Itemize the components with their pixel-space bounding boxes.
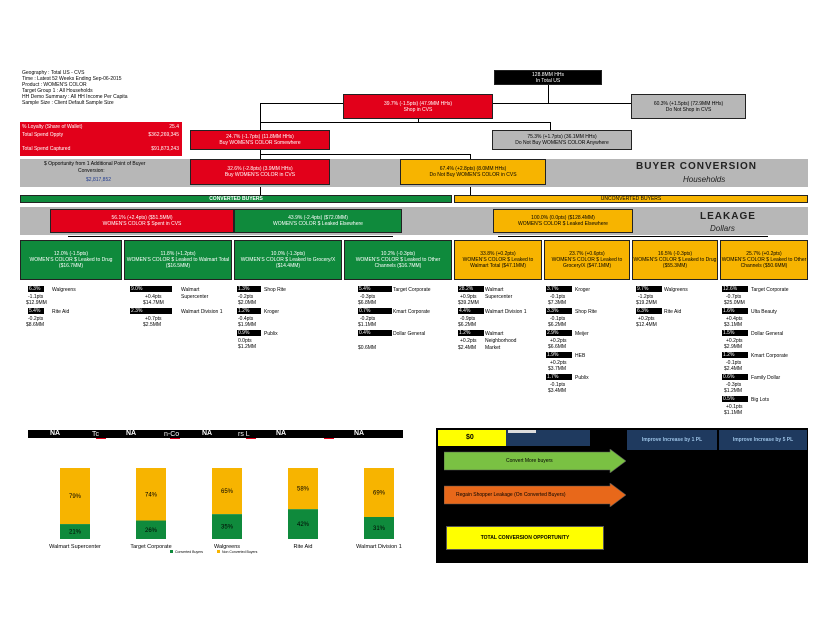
retailer-name: Walmart Division 1 (485, 309, 527, 315)
leakage-sub: Dollars (710, 224, 735, 233)
white-notch (508, 430, 536, 433)
buy-in-cvs-l2: Buy WOMEN'S COLOR in CVS (224, 172, 296, 178)
retailer-name-2: Supercenter (181, 294, 209, 300)
loyalty-value: 25.4 (169, 124, 179, 130)
buyer-conversion-title: BUYER CONVERSION (636, 161, 758, 172)
oppty-value: $362,269,345 (148, 132, 179, 138)
retailer-name: Publix (575, 375, 589, 381)
legend-label: Non Converted Buyers (222, 550, 258, 554)
channel-desc: WOMEN'S COLOR $ Leaked to Drug ($55.3MM) (633, 257, 717, 269)
spent-in-cvs-box (50, 209, 234, 233)
category-label: Target Corporate (130, 544, 172, 550)
chart-header-fragment: n-Co (164, 431, 180, 438)
channel-amount: ($16.7MM) (58, 263, 84, 269)
retailer-pct: 3.3% (546, 308, 572, 314)
not-buy-anywhere-l2: Do Not Buy WOMEN'S COLOR Anywhere (515, 140, 609, 146)
retailer-name: HEB (575, 353, 586, 359)
retailer-name: Kroger (575, 287, 591, 293)
retailer-pct: 1.6% (722, 308, 748, 314)
not-shop-cvs-l1: 60.3% (+1.5pts) (72.9MM HHs) (653, 100, 724, 107)
retailer-name-3: Market (485, 345, 501, 351)
retailer-change: -0.1pts (726, 360, 742, 366)
retailer-change: +0.4pts (726, 316, 743, 322)
connector (550, 122, 551, 130)
retailer-dollars: $25.0MM (724, 300, 745, 306)
channel-pct: 10.2% (-0.3pts) (380, 251, 416, 257)
buy-somewhere-box (190, 130, 330, 150)
opp-value: $2,817,852 (86, 177, 112, 183)
retailer-dollars: $1.1MM (358, 322, 377, 328)
info-geography: Geography : Total US - CVS (22, 70, 85, 76)
retailer-dollars: $3.7MM (548, 366, 567, 372)
retailer-dollars: $8.6MM (26, 322, 45, 328)
retailer-change: -1.1pts (28, 294, 44, 300)
leaked-elsewhere-l1: 43.9% (-2.4pts) ($72.0MM) (288, 215, 348, 221)
retailer-name: Kroger (264, 309, 280, 315)
data-label-converted: 21% (68, 529, 82, 536)
retailer-name: Publix (264, 331, 278, 337)
retailer-change: +0.1pts (726, 404, 743, 410)
retailer-dollars: $6.6MM (548, 344, 567, 350)
info-target-group: Target Group 1 : All Households (22, 88, 93, 94)
buy-somewhere-l2: Buy WOMEN'S COLOR Somewhere (219, 140, 301, 146)
opp-label-1: $ Opportunity from 1 Additional Point of Buyer (44, 161, 146, 167)
improve-1pl-text: Improve Increase by 1 PL (641, 437, 703, 443)
retailer-pct: 9.0% (130, 286, 172, 292)
leakage-title: LEAKAGE (700, 211, 756, 222)
retailer-dollars: $6.2MM (458, 322, 477, 328)
channel-desc: WOMEN'S COLOR $ Leaked to Walmart Total ($47.1MM) (462, 257, 534, 269)
retailer-pct: 12.6% (722, 286, 748, 292)
connector (260, 103, 261, 123)
retailer-name: Dollar General (393, 331, 426, 337)
connector (498, 236, 768, 237)
retailer-pct: 28.2% (458, 286, 484, 292)
stacked-bar-chart (20, 428, 433, 563)
channel-pct: 12.0% (-1.5pts) (53, 251, 89, 257)
not-buy-anywhere-l1: 75.3% (+1.7pts) (36.1MM HHs) (527, 134, 597, 140)
retailer-dollars: $2.4MM (458, 345, 477, 351)
category-label: Walgreens (213, 544, 241, 550)
shop-in-cvs-l2: Shop in CVS (403, 106, 433, 113)
channel-box-un-walmart (454, 240, 542, 280)
data-label-non-converted: 58% (296, 486, 310, 493)
retailer-name: Walmart (485, 287, 504, 293)
retailer-change: -1.2pts (638, 294, 654, 300)
data-label-converted: 35% (220, 524, 234, 531)
retailer-dollars: $2.5MM (143, 322, 162, 328)
channel-desc: WOMEN'S COLOR $ Leaked to Grocery/X ($14.4MM) (240, 257, 336, 269)
channel-desc: WOMEN'S COLOR $ Leaked to Walmart Total (126, 257, 230, 263)
regain-arrow-label: Regain Shopper Leakage (On Converted Buyers) (456, 492, 566, 498)
retailer-change: -0.1pts (550, 382, 566, 388)
channel-desc: WOMEN'S COLOR $ Leaked to Other Channels ($16.7MM) (355, 257, 441, 269)
spent-in-cvs-l2: WOMEN'S COLOR $ Spent in CVS (102, 221, 182, 227)
retailer-pct: 1.5% (722, 330, 748, 336)
retailer-dollars: $2.0MM (238, 300, 257, 306)
retailer-name: Target Corporate (393, 287, 431, 293)
retailer-name: Walgreens (664, 287, 688, 293)
retailer-change: -0.1pts (550, 294, 566, 300)
retailer-change: +0.2pts (638, 316, 655, 322)
retailer-pct: 1.2% (722, 352, 748, 358)
buyer-conversion-sub: Households (683, 175, 726, 184)
retailer-change: -0.3pts (360, 294, 376, 300)
channel-box-grocery (234, 240, 342, 280)
legend-swatch (217, 550, 220, 553)
converted-buyers-band: CONVERTED BUYERS (20, 195, 452, 203)
retailer-dollars: $12.4MM (636, 322, 657, 328)
channel-box-other (344, 240, 452, 280)
connector (260, 122, 261, 130)
retailer-change: -0.1pts (550, 316, 566, 322)
retailer-pct: 1.7% (546, 374, 572, 380)
unconverted-buyers-band: UNCONVERTED BUYERS (454, 195, 808, 203)
retailer-name: Kmart Corporate (393, 309, 430, 315)
info-time: Time : Latest 52 Weeks Ending Sep-06-2015 (22, 76, 122, 82)
total-us-l2: In Total US (535, 77, 561, 84)
retailer-change: -0.3pts (726, 382, 742, 388)
improve-5pl-box (719, 430, 807, 450)
retailer-name-2: Neighborhood (485, 338, 517, 344)
buy-somewhere-l1: 24.7% (-1.7pts) (11.8MM HHs) (226, 134, 294, 140)
chart-header-fragment: Tc (92, 431, 99, 438)
retailer-pct: 4.4% (458, 308, 484, 314)
channel-pct: 33.8% (+0.2pts) (480, 251, 516, 257)
unconverted-leaked-l1: 100.0% (0.0pts) ($128.4MM) (531, 215, 595, 221)
channel-pct: 25.7% (+0.2pts) (746, 251, 782, 257)
data-label-converted: 42% (296, 522, 310, 529)
improve-5pl-text: Improve Increase by 5 PL (732, 437, 794, 443)
connector (260, 154, 470, 155)
category-label: Rite Aid (293, 544, 313, 550)
retailer-pct: 0.5% (722, 396, 748, 402)
retailer-change: -0.4pts (238, 316, 254, 322)
retailer-dollars: $1.1MM (724, 410, 743, 416)
connector (548, 84, 549, 104)
retailer-pct: 9.7% (636, 286, 662, 292)
retailer-dollars: $0.6MM (358, 345, 377, 351)
info-sample-size: Sample Size : Client Default Sample Size (22, 100, 114, 106)
not-shop-cvs-l2: Do Not Shop in CVS (665, 106, 712, 113)
channel-pct: 23.7% (+0.6pts) (569, 251, 605, 257)
channel-box-un-other (720, 240, 808, 280)
kpi-block (20, 122, 182, 156)
retailer-dollars: $19.2MM (636, 300, 657, 306)
not-buy-anywhere-box (492, 130, 632, 150)
channel-pct: 16.5% (-0.3pts) (657, 251, 693, 257)
oppty-label: Total Spend Oppty (22, 132, 64, 138)
retailer-pct: 6.3% (28, 286, 44, 292)
retailer-pct: 0.9% (237, 330, 261, 336)
buy-in-cvs-l1: 32.6% (-2.8pts) (3.9MM HHs) (227, 166, 293, 172)
captured-label: Total Spend Captured (22, 146, 71, 152)
retailer-dollars: $1.2MM (724, 388, 743, 394)
channel-box-un-grocery (544, 240, 630, 280)
chart-header-tag: NA (50, 430, 61, 437)
spent-in-cvs-l1: 56.1% (+2.4pts) ($51.5MM) (111, 215, 173, 221)
retailer-name-2: Supercenter (485, 294, 513, 300)
channel-box-un-drug (632, 240, 718, 280)
report-info (22, 70, 128, 106)
unconverted-leaked-box (493, 209, 633, 233)
retailer-name: Ulta Beauty (751, 309, 777, 315)
channel-box-walmart (124, 240, 232, 280)
retailer-dollars: $6.8MM (358, 300, 377, 306)
retailer-dollars: $6.2MM (548, 322, 567, 328)
total-us-box (494, 70, 602, 85)
retailer-dollars: $1.2MM (238, 344, 257, 350)
opp-label-2: Conversion: (78, 168, 105, 174)
loyalty-label: % Loyalty (Share of Wallet) (22, 124, 83, 130)
retailer-change: +0.7pts (145, 316, 162, 322)
data-label-converted: 26% (144, 527, 158, 534)
retailer-name: Family Dollar (751, 375, 781, 381)
conversion-chart-panel (20, 428, 433, 563)
retailer-name: Meijer (575, 331, 589, 337)
retailer-name: Dollar General (751, 331, 784, 337)
retailer-name: Rite Aid (664, 309, 682, 315)
retailer-name: Shop Rite (575, 309, 597, 315)
chart-header-fragment: rs L (238, 431, 250, 438)
retailer-change: +0.2pts (460, 338, 477, 344)
channel-amount: ($16.5MM) (165, 263, 191, 269)
channel-desc: WOMEN'S COLOR $ Leaked to Drug (29, 257, 113, 263)
not-buy-in-cvs-box (400, 159, 546, 185)
channel-pct: 10.0% (-1.3pts) (270, 251, 306, 257)
retailer-name: Big Lots (751, 397, 770, 403)
retailer-dollars: $14.7MM (143, 300, 164, 306)
captured-value: $91,873,243 (151, 146, 179, 152)
retailer-change: -0.9pts (460, 316, 476, 322)
retailer-name: Walmart (181, 287, 200, 293)
retailer-pct: 0.7% (358, 308, 392, 314)
chart-header-tag: NA (276, 430, 287, 437)
retailer-change: -0.2pts (238, 294, 254, 300)
total-us-l1: 128.8MM HHs (532, 71, 564, 78)
retailer-dollars: $12.9MM (26, 300, 47, 306)
retailer-name: Walgreens (52, 287, 76, 293)
channel-pct: 11.8% (+1.2pts) (160, 251, 196, 257)
leaked-elsewhere-box (234, 209, 402, 233)
retailer-name: Rite Aid (52, 309, 70, 315)
improve-1pl-box (627, 430, 717, 450)
retailer-dollars: $3.1MM (724, 322, 743, 328)
retailer-pct: 0.4% (358, 330, 392, 336)
shop-in-cvs-box (343, 94, 493, 119)
retailer-pct: 5.4% (28, 308, 44, 314)
retailer-dollars: $39.2MM (458, 300, 479, 306)
retailer-pct: 1.9% (546, 352, 572, 358)
retailer-pct: 1.2% (237, 308, 261, 314)
category-label: Walmart Division 1 (356, 544, 402, 550)
not-shop-cvs-box (631, 94, 746, 119)
retailer-name: Target Corporate (751, 287, 789, 293)
retailer-pct: 5.4% (358, 286, 392, 292)
retailer-dollars: $2.4MM (724, 366, 743, 372)
retailer-change: +0.2pts (550, 338, 567, 344)
opportunity-panel (436, 428, 808, 563)
retailer-pct: 1.3% (237, 286, 261, 292)
connector (260, 122, 550, 123)
connector (68, 236, 393, 237)
retailer-name: Walmart (485, 331, 504, 337)
unconverted-leaked-l2: WOMEN'S COLOR $ Leaked Elsewhere (518, 221, 608, 227)
retailer-change: +0.4pts (145, 294, 162, 300)
data-label-converted: 31% (372, 525, 386, 532)
chart-header-tag: NA (354, 430, 365, 437)
retailer-name: Kmart Corporate (751, 353, 788, 359)
retailer-change: 0.0pts (238, 338, 252, 344)
retailer-change: +0.2pts (726, 338, 743, 344)
shop-in-cvs-l1: 39.7% (-1.5pts) (47.9MM HHs) (383, 100, 453, 107)
chart-header-tag: NA (126, 430, 137, 437)
legend-label: Converted Buyers (175, 550, 204, 554)
retailer-pct: 2.3% (130, 308, 172, 314)
retailer-change: -0.2pts (28, 316, 44, 322)
data-label-non-converted: 74% (144, 492, 158, 499)
channel-desc: WOMEN'S COLOR $ Leaked to Other Channels ($50.6MM) (721, 257, 807, 269)
retailer-pct: 0.6% (722, 374, 748, 380)
retailer-dollars: $2.9MM (724, 344, 743, 350)
category-label: Walmart Supercenter (49, 544, 101, 550)
data-label-non-converted: 79% (68, 494, 82, 501)
retailer-dollars: $1.9MM (238, 322, 257, 328)
convert-arrow-label: Convert More buyers (506, 458, 553, 464)
retailer-change: -0.7pts (726, 294, 742, 300)
gold-value: $0 (466, 434, 474, 441)
data-label-non-converted: 69% (372, 490, 386, 497)
retailer-change: -0.2pts (360, 316, 376, 322)
retailer-dollars: $7.3MM (548, 300, 567, 306)
retailer-pct: 2.9% (546, 330, 572, 336)
total-opportunity-label: TOTAL CONVERSION OPPORTUNITY (480, 535, 570, 541)
retailer-name: Walmart Division 1 (181, 309, 223, 315)
not-buy-in-cvs-l1: 67.4% (+2.8pts) (8.0MM HHs) (439, 166, 507, 172)
info-product: Product : WOMEN'S COLOR (22, 82, 87, 88)
retailer-pct: 3.7% (546, 286, 572, 292)
leaked-elsewhere-l2: WOMEN'S COLOR $ Leaked Elsewhere (273, 221, 363, 227)
retailer-pct: 1.2% (458, 330, 484, 336)
not-buy-in-cvs-l2: Do Not Buy WOMEN'S COLOR in CVS (429, 172, 517, 178)
chart-header-tag: NA (202, 430, 213, 437)
retailer-change: +0.9pts (460, 294, 477, 300)
total-opportunity-box (446, 526, 604, 550)
buy-in-cvs-box (190, 159, 330, 185)
info-hh-demo: HH Demo Summary : All HH Income Per Capita (22, 94, 128, 100)
channel-box-drug (20, 240, 122, 280)
data-label-non-converted: 65% (220, 489, 234, 496)
legend-swatch (170, 550, 173, 553)
channel-desc: WOMEN'S COLOR $ Leaked to Grocery/X ($47.1MM) (551, 257, 623, 269)
retailer-pct: 6.3% (636, 308, 662, 314)
retailer-dollars: $3.4MM (548, 388, 567, 394)
retailer-change: +0.2pts (550, 360, 567, 366)
retailer-name: Shop Rite (264, 287, 286, 293)
